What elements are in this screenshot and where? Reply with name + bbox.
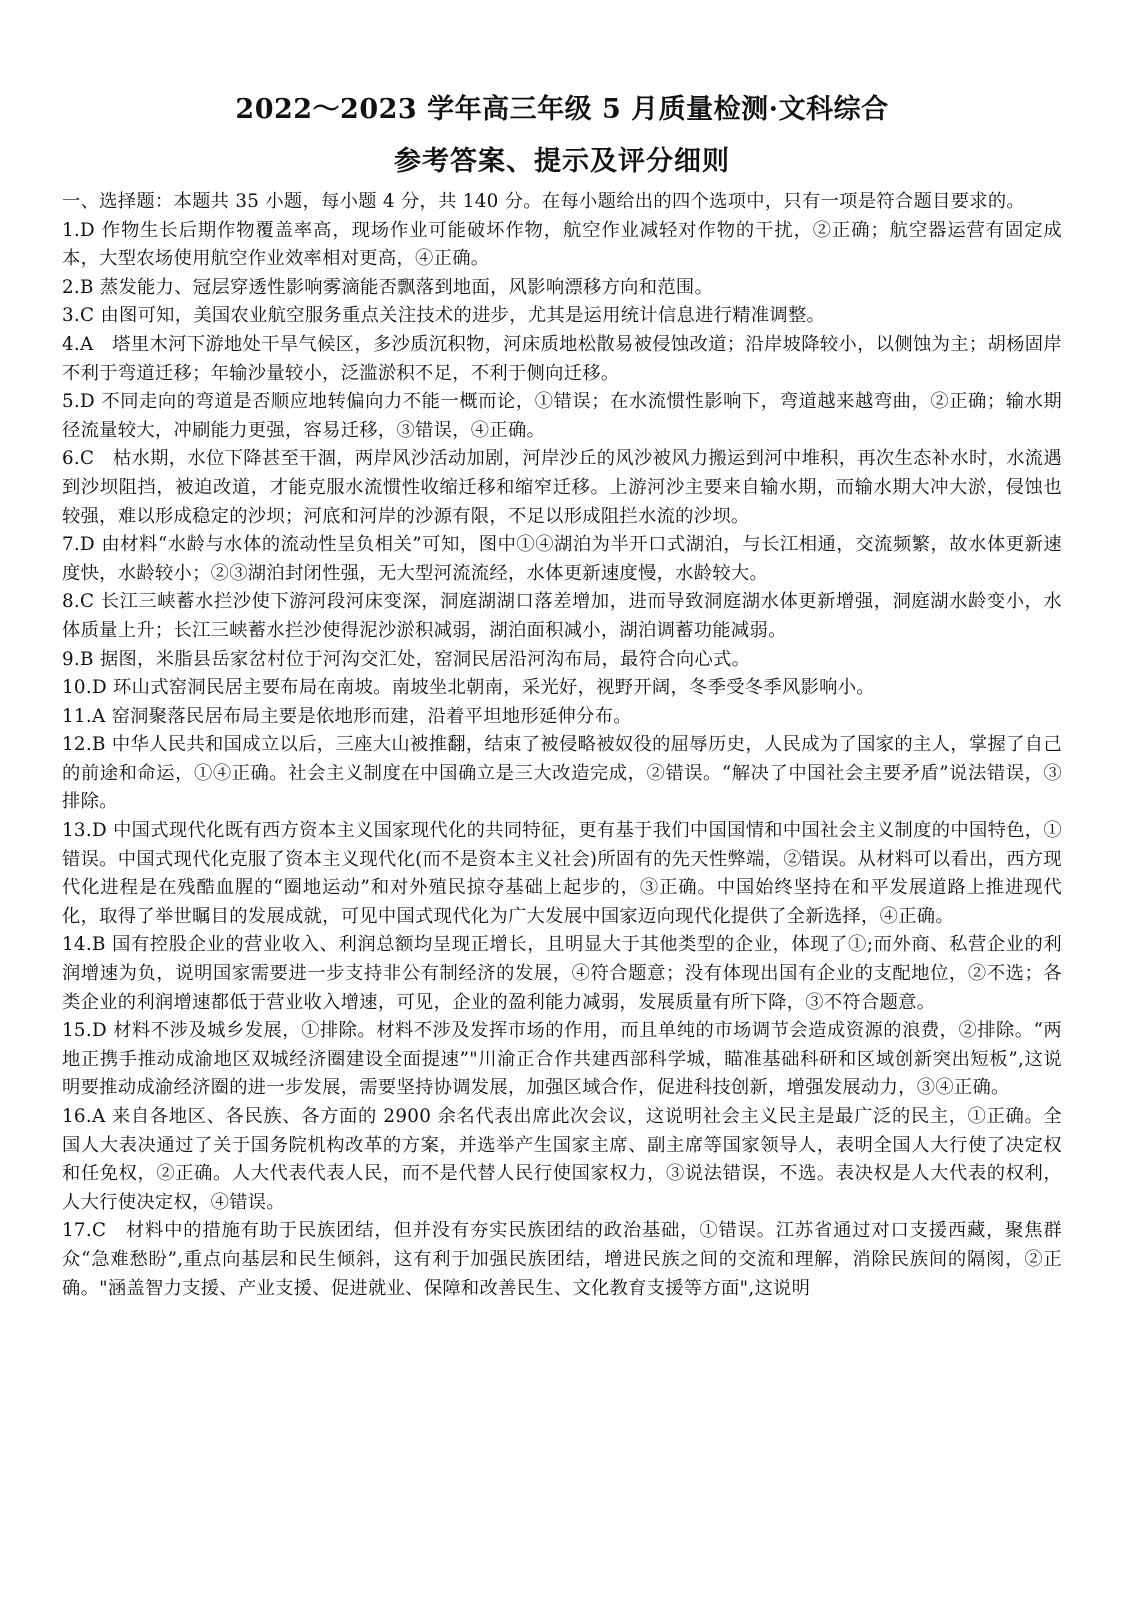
answer-item: 6.C 枯水期，水位下降甚至干涸，两岸风沙活动加剧，河岸沙丘的风沙被风力搬运到河中堆积，再次生态补水时，水流遇到沙坝阻挡，被迫改道，才能克服水流惯性收缩迁移和缩窄迁移。上游河沙主要来自输水期，而输水期大冲大淤，侵蚀也较强，难以形成稳定的沙坝；河底和河岸的沙源有限，不足以形成阻拦水流的沙坝。 [62, 448, 1062, 527]
answer-item: 4.A 塔里木河下游地处干旱气候区，多沙质沉积物，河床质地松散易被侵蚀改道；沿岸坡降较小，以侧蚀为主；胡杨固岸不利于弯道迁移；年输沙量较小，泛滥淤积不足，不利于侧向迁移。 [62, 333, 1062, 384]
answer-item: 11.A 窑洞聚落民居布局主要是依地形而建，沿着平坦地形延伸分布。 [62, 705, 632, 727]
answer-item: 17.C 材料中的措施有助于民族团结，但并没有夯实民族团结的政治基础，①错误。江苏省通过对口支援西藏，聚焦群众“急难愁盼”,重点向基层和民生倾斜，这有利于加强民族团结，增进民族之间的交流和理解，消除民族间的隔阂，②正确。"涵盖智力支援、产业支援、促进就业、保障和改善民生、文化教育支援等方面",这说明 [62, 1220, 1062, 1299]
answer-item: 14.B 国有控股企业的营业收入、利润总额均呈现正增长，且明显大于其他类型的企业，体现了①;而外商、私营企业的利润增速为负，说明国家需要进一步支持非公有制经济的发展，④符合题意；没有体现出国有企业的支配地位，②不选；各类企业的利润增速都低于营业收入增速，可见，企业的盈利能力减弱，发展质量有所下降，③不符合题意。 [62, 934, 1062, 1013]
answer-item: 2.B 蒸发能力、冠层穿透性影响雾滴能否飘落到地面，风影响漂移方向和范围。 [62, 276, 714, 298]
answer-item: 3.C 由图可知，美国农业航空服务重点关注技术的进步，尤其是运用统计信息进行精准调整。 [62, 305, 826, 327]
answer-item: 13.D 中国式现代化既有西方资本主义国家现代化的共同特征，更有基于我们中国国情和中国社会主义制度的中国特色，①错误。中国式现代化克服了资本主义现代化(而不是资本主义社会)所固有的先天性弊端，②错误。从材料可以看出，西方现代化进程是在残酷血腥的“圈地运动”和对外殖民掠夺基础上起步的，③正确。中国始终坚持在和平发展道路上推进现代化，取得了举世瞩目的发展成就，可见中国式现代化为广大发展中国家迈向现代化提供了全新选择，④正确。 [62, 820, 1062, 927]
answer-item: 12.B 中华人民共和国成立以后，三座大山被推翻，结束了被侵略被奴役的屈辱历史，人民成为了国家的主人，掌握了自己的前途和命运，①④正确。社会主义制度在中国确立是三大改造完成，②错误。“解决了中国社会主要矛盾”说法错误，③排除。 [62, 734, 1062, 813]
answer-item: 15.D 材料不涉及城乡发展，①排除。材料不涉及发挥市场的作用，而且单纯的市场调节会造成资源的浪费，②排除。“两地正携手推动成渝地区双城经济圈建设全面提速”"川渝正合作共建西部科学城，瞄准基础科研和区域创新突出短板”,这说明要推动成渝经济圈的进一步发展，需要坚持协调发展，加强区域合作，促进科技创新，增强发展动力，③④正确。 [62, 1020, 1062, 1099]
document-page [62, 90, 1062, 1303]
document-subtitle: 参考答案、提示及评分细则 [394, 146, 730, 177]
answer-item: 5.D 不同走向的弯道是否顺应地转偏向力不能一概而论，①错误；在水流惯性影响下，弯道越来越弯曲，②正确；输水期径流量较大，冲刷能力更强，容易迁移，③错误，④正确。 [62, 391, 1062, 441]
answer-item: 16.A 来自各地区、各民族、各方面的 2900 余名代表出席此次会议，这说明社会主义民主是最广泛的民主，①正确。全国人大表决通过了关于国务院机构改革的方案，并选举产生国家主席、副主席等国家领导人，表明全国人大行使了决定权和任免权，②正确。人大代表代表人民，而不是代替人民行使国家权力，③说法错误，不选。表决权是人大代表的权利，人大行使决定权，④错误。 [62, 1106, 1062, 1213]
section-intro: 一、选择题：本题共 35 小题，每小题 4 分，共 140 分。在每小题给出的四个选项中，只有一项是符合题目要求的。 [62, 191, 1025, 212]
answer-item: 9.B 据图，米脂县岳家岔村位于河沟交汇处，窑洞民居沿河沟布局，最符合向心式。 [62, 648, 751, 670]
answer-item: 1.D 作物生长后期作物覆盖率高，现场作业可能破坏作物，航空作业减轻对作物的干扰，②正确；航空器运营有固定成本，大型农场使用航空作业效率相对更高，④正确。 [62, 219, 1062, 270]
answer-item: 8.C 长江三峡蓄水拦沙使下游河段河床变深，洞庭湖湖口落差增加，进而导致洞庭湖水体更新增强，洞庭湖水龄变小，水体质量上升；长江三峡蓄水拦沙使得泥沙淤积减弱，湖泊面积减小，湖泊调蓄功能减弱。 [62, 591, 1062, 641]
answer-item: 7.D 由材料“水龄与水体的流动性呈负相关”可知，图中①④湖泊为半开口式湖泊，与长江相通，交流频繁，故水体更新速度快，水龄较小；②③湖泊封闭性强，无大型河流流经，水体更新速度慢，水龄较大。 [62, 534, 1062, 584]
answer-item: 10.D 环山式窑洞民居主要布局在南坡。南坡坐北朝南，采光好，视野开阔，冬季受冬季风影响小。 [62, 677, 875, 699]
document-title: 2022～2023 学年高三年级 5 月质量检测·文科综合 [235, 94, 889, 125]
